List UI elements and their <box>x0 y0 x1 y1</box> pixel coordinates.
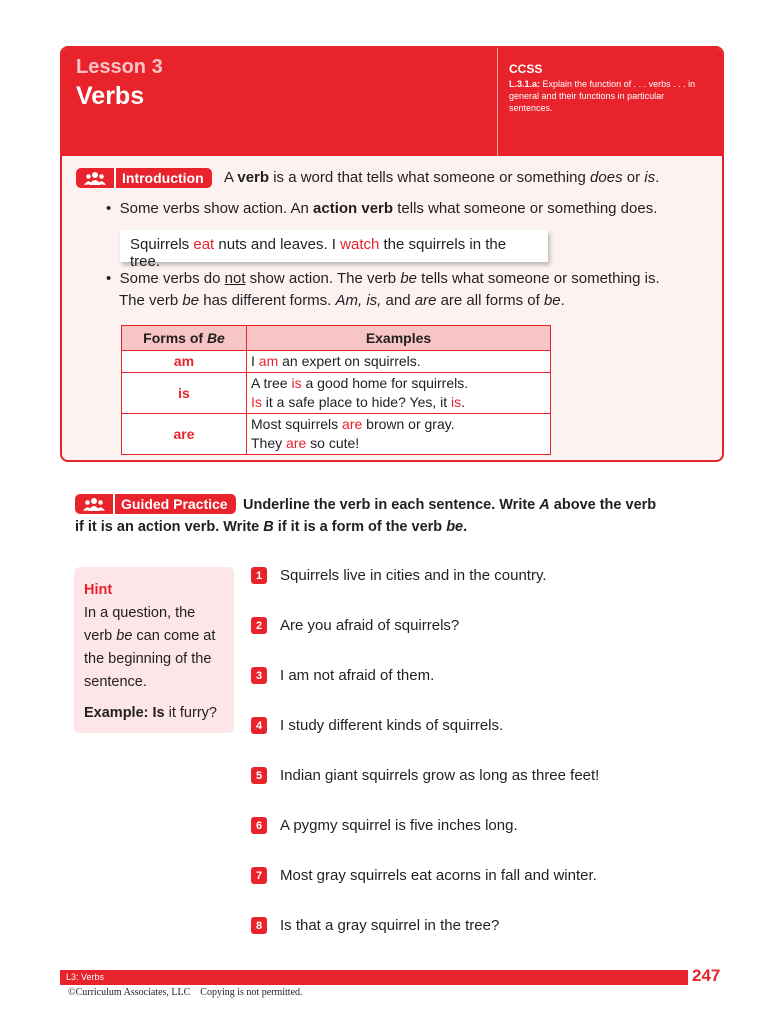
page-number: 247 <box>692 966 721 985</box>
ccss-code: L.3.1.a: <box>509 79 541 89</box>
form-cell: is <box>122 373 247 414</box>
item-number: 3 <box>251 667 267 684</box>
item-sentence[interactable]: I study different kinds of squirrels. <box>280 717 504 734</box>
ccss-standard <box>509 78 709 114</box>
hint-text: In a question, the verb be can come at the beginning of the sentence. <box>84 605 216 690</box>
lesson-number: Lesson 3 <box>76 56 163 78</box>
item-sentence[interactable]: I am not afraid of them. <box>280 667 435 684</box>
introduction-badge <box>76 168 212 188</box>
item-number: 4 <box>251 717 267 734</box>
item-sentence[interactable]: Squirrels live in cities and in the country. <box>280 567 547 584</box>
group-icon <box>76 168 116 188</box>
ccss-description: Explain the function of . . . verbs . . . in general and their functions in particular sentences. <box>509 79 696 113</box>
bullet-action-verb: • Some verbs show action. An action verb tells what someone or something does. <box>106 200 658 217</box>
forms-of-be-table <box>121 325 551 455</box>
hint-example: Example: Is it furry? <box>84 705 217 721</box>
table-header-row <box>122 326 551 351</box>
list-item <box>251 717 503 734</box>
item-sentence[interactable]: Indian giant squirrels grow as long as three feet! <box>280 767 600 784</box>
guided-practice-label: Guided Practice <box>121 496 228 512</box>
bullet-verb-be: • Some verbs do not show action. The verb be tells what someone or something is. The verb be has different forms. Am, is, and are are all forms of be. <box>106 270 660 309</box>
item-sentence[interactable]: Are you afraid of squirrels? <box>280 617 460 634</box>
introduction-label: Introduction <box>122 170 204 186</box>
item-sentence[interactable]: Most gray squirrels eat acorns in fall and winter. <box>280 867 597 884</box>
guided-instructions-line2: if it is an action verb. Write B if it is a form of the verb be. <box>75 519 468 535</box>
example-cell: I am an expert on squirrels. <box>247 351 551 373</box>
table-row <box>122 373 551 414</box>
hint-box <box>74 567 234 733</box>
hint-title: Hint <box>84 582 113 598</box>
example-cell: Most squirrels are brown or gray. They are so cute! <box>247 414 551 455</box>
guided-instructions-line1: Underline the verb in each sentence. Write A above the verb <box>243 497 657 513</box>
lesson-header <box>62 48 722 156</box>
list-item <box>251 767 599 784</box>
list-item <box>251 917 499 934</box>
table-row <box>122 414 551 455</box>
intro-definition: A verb is a word that tells what someone or something does or is. <box>224 169 660 186</box>
list-item <box>251 867 597 884</box>
footer-bar <box>60 970 688 985</box>
footer-lesson-label: L3: Verbs <box>66 972 105 982</box>
item-number: 1 <box>251 567 267 584</box>
item-number: 7 <box>251 867 267 884</box>
list-item <box>251 617 459 634</box>
item-number: 2 <box>251 617 267 634</box>
header-divider <box>497 48 498 156</box>
ccss-title: CCSS <box>509 62 543 76</box>
item-sentence[interactable]: Is that a gray squirrel in the tree? <box>280 917 500 934</box>
group-icon <box>75 494 115 514</box>
item-number: 6 <box>251 817 267 834</box>
form-cell: am <box>122 351 247 373</box>
table-row <box>122 351 551 373</box>
list-item <box>251 817 518 834</box>
introduction-card <box>60 46 724 462</box>
action-verb-example: Squirrels eat nuts and leaves. I watch the squirrels in the tree. <box>120 230 548 262</box>
list-item <box>251 567 547 584</box>
table-header-examples: Examples <box>247 326 551 351</box>
table-header-forms: Forms of Be <box>122 326 247 351</box>
list-item <box>251 667 434 684</box>
item-sentence[interactable]: A pygmy squirrel is five inches long. <box>280 817 518 834</box>
item-number: 5 <box>251 767 267 784</box>
lesson-title: Verbs <box>76 82 145 110</box>
example-cell: A tree is a good home for squirrels. Is it a safe place to hide? Yes, it is. <box>247 373 551 414</box>
form-cell: are <box>122 414 247 455</box>
copyright-notice: ©Curriculum Associates, LLC Copying is not permitted. <box>68 987 303 998</box>
item-number: 8 <box>251 917 267 934</box>
guided-practice-badge <box>75 494 236 514</box>
